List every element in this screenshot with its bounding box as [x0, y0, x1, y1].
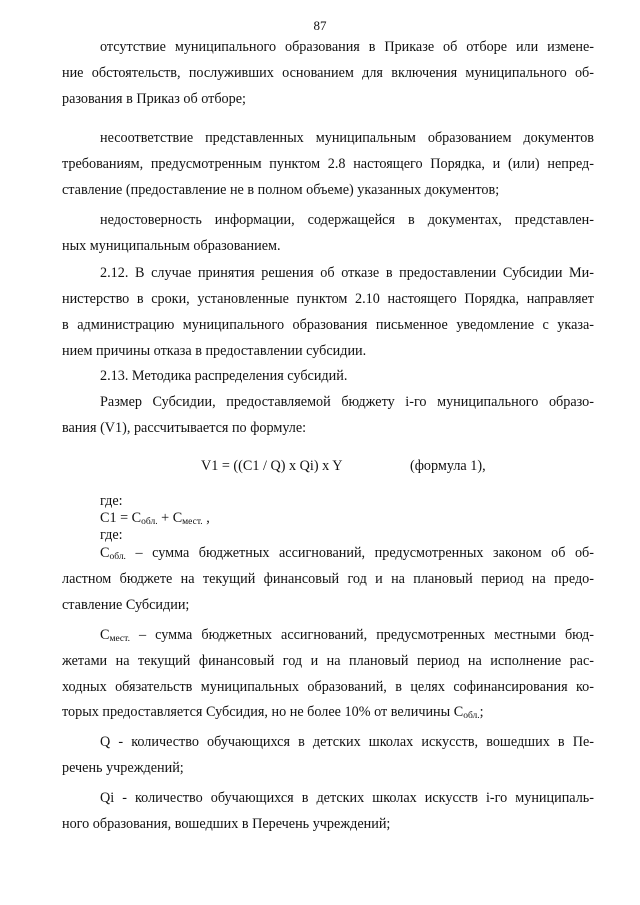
c-mest-definition: $C_{мест.}$ – сумма бюджетных ассигнований, предусмотренных местными бюд-	[100, 627, 594, 644]
text-line: 2.12. В случае принятия решения об отказе в предоставлении Субсидии Ми-	[100, 265, 594, 281]
c1-formula: $C1 = C_{обл.} + C_{мест.}$ ,	[100, 510, 210, 527]
text-line: жетами на текущий финансовый год и на плановый период на исполнение рас-	[62, 653, 594, 669]
text-line: отсутствие муниципального образования в Приказе об отборе или измене-	[100, 39, 594, 55]
formula-expression: V1 = ((C1 / Q) x Qi) x Y	[201, 458, 343, 474]
text-line: ластном бюджете на текущий финансовый год и на плановый период на предо-	[62, 571, 594, 587]
text-line: ходных обязательств муниципальных образований, в целях софинансирования ко-	[62, 679, 594, 695]
text-line: недостоверность информации, содержащейся в документах, представлен-	[100, 212, 594, 228]
c-obl-definition: $C_{обл.}$ – сумма бюджетных ассигнований, предусмотренных законом об об-	[100, 545, 594, 562]
text-line: торых предоставляется Субсидия, но не более 10% от величины $C_{обл.}$;	[62, 704, 484, 721]
text-line: Размер Субсидии, предоставляемой бюджету i-го муниципального образо-	[100, 394, 594, 410]
text-line: несоответствие представленных муниципальным образованием документов	[100, 130, 594, 146]
text-line: в администрацию муниципального образования письменное уведомление с указа-	[62, 317, 594, 333]
text-line: ставление Субсидии;	[62, 597, 190, 613]
text-line: разования в Приказ об отборе;	[62, 91, 246, 107]
where-label: где:	[100, 527, 123, 543]
text-line: нием причины отказа в предоставлении субсидии.	[62, 343, 367, 359]
text-line: ние обстоятельств, послуживших основанием для включения муниципального об-	[62, 65, 594, 81]
text-line: ставление (предоставление не в полном объеме) указанных документов;	[62, 182, 500, 198]
page-number: 87	[313, 18, 327, 33]
where-label: где:	[100, 493, 123, 509]
text-line: ного образования, вошедших в Перечень учреждений;	[62, 816, 391, 832]
text-line: ных муниципальным образованием.	[62, 238, 281, 254]
text-line: вания (V1), рассчитывается по формуле:	[62, 420, 307, 436]
text-line: требованиям, предусмотренным пунктом 2.8 настоящего Порядка, и (или) непред-	[62, 156, 594, 172]
section-heading: 2.13. Методика распределения субсидий.	[100, 368, 348, 384]
text-line: нистерство в сроки, установленные пунктом 2.10 настоящего Порядка, направляет	[62, 291, 594, 307]
q-definition: Q - количество обучающихся в детских школах искусств, вошедших в Пе-	[100, 734, 594, 750]
qi-definition: Qi - количество обучающихся в детских школах искусств i-го муниципаль-	[100, 790, 594, 806]
text-line: речень учреждений;	[62, 760, 184, 776]
formula-label: (формула 1),	[410, 458, 486, 474]
